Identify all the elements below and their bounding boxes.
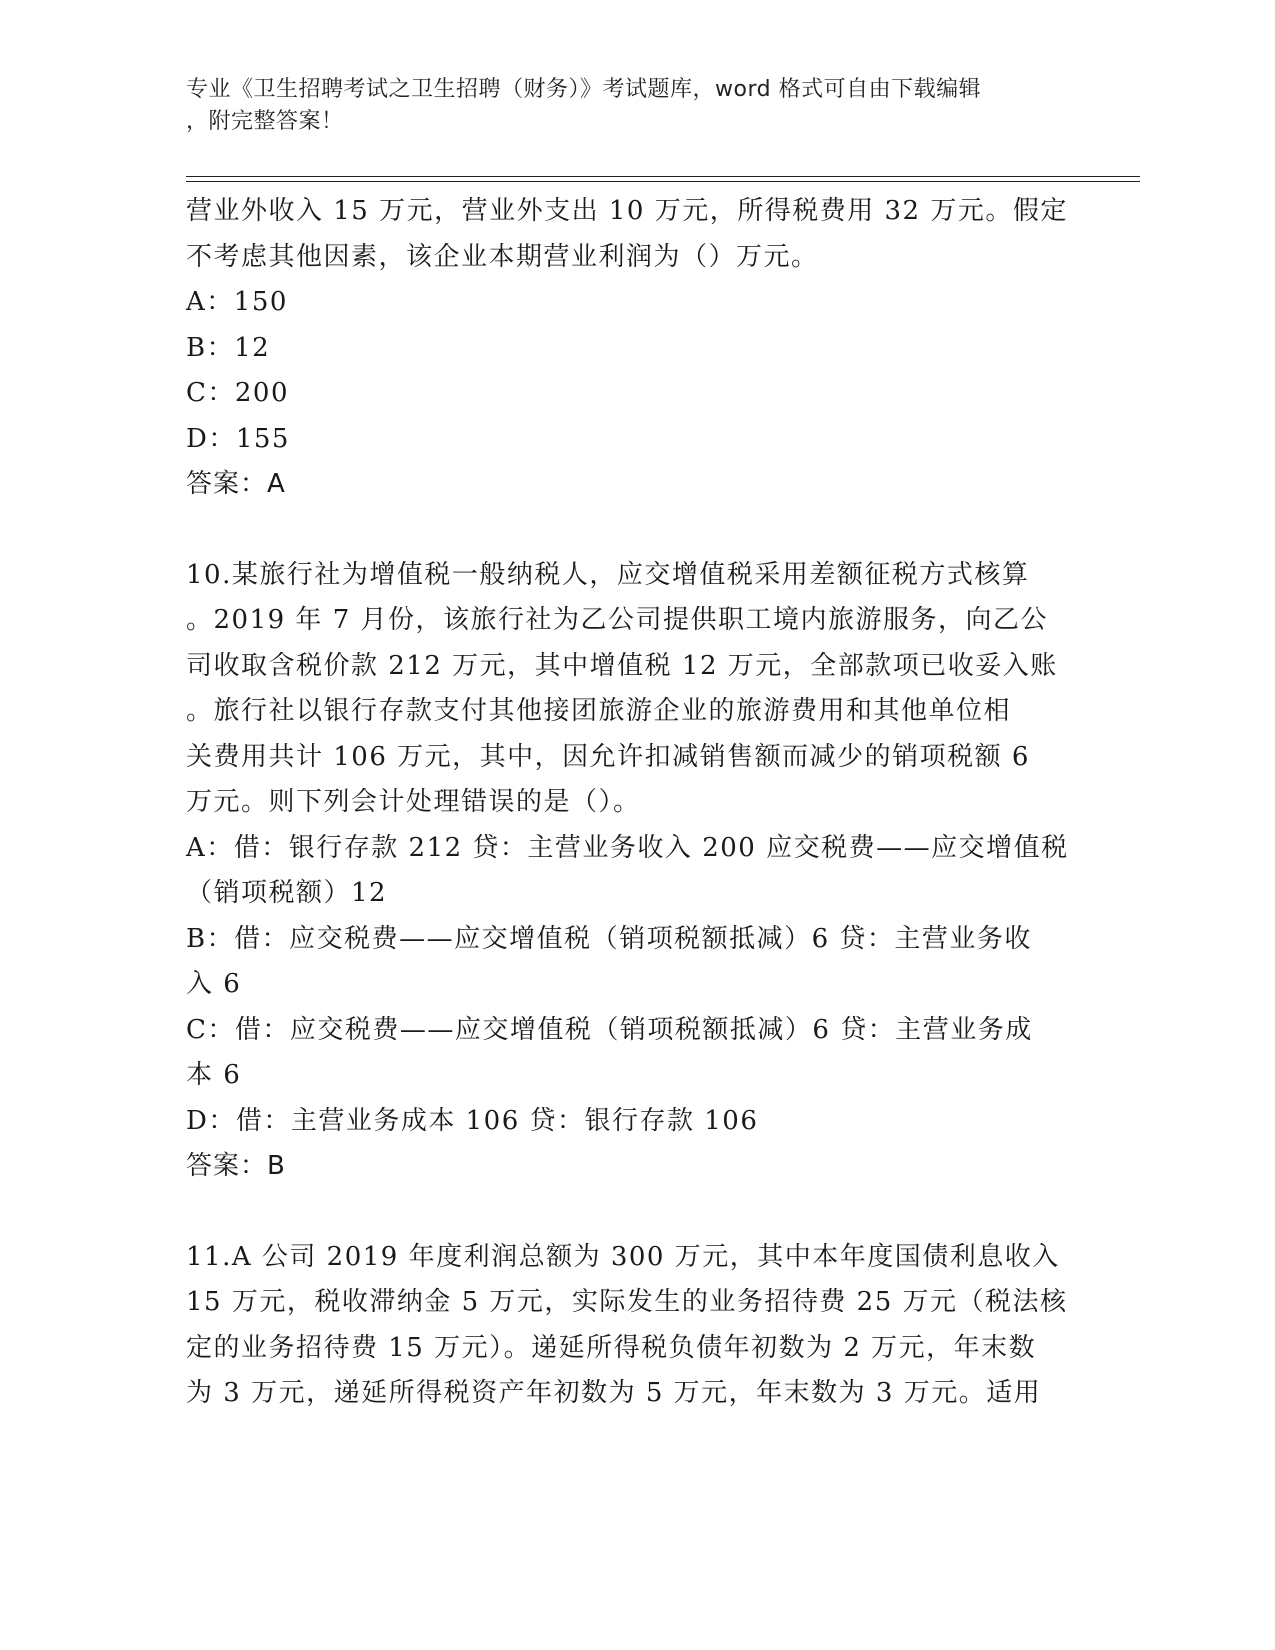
- option-a-continued: （销项税额）12: [186, 878, 388, 908]
- question-stem-line: 营业外收入 15 万元，营业外支出 10 万元，所得税费用 32 万元。假定: [186, 196, 1068, 226]
- header-divider-top: [186, 176, 1140, 177]
- question-stem-line: 不考虑其他因素，该企业本期营业利润为（）万元。: [186, 241, 819, 272]
- option-c: C：借：应交税费——应交增值税（销项税额抵减）6 贷：主营业务成: [186, 1014, 1033, 1045]
- question-11: [186, 1235, 1086, 1417]
- answer-line: 答案：A: [186, 469, 286, 499]
- question-stem-line: 10.某旅行社为增值税一般纳税人，应交增值税采用差额征税方式核算: [186, 559, 1030, 590]
- question-spacer: [186, 508, 1086, 553]
- question-10: [186, 553, 1086, 1190]
- question-stem-line: 。旅行社以银行存款支付其他接团旅游企业的旅游费用和其他单位相: [186, 696, 1012, 726]
- question-stem-line: 。2019 年 7 月份，该旅行社为乙公司提供职工境内旅游服务，向乙公: [186, 605, 1049, 635]
- question-stem-line: 15 万元，税收滞纳金 5 万元，实际发生的业务招待费 25 万元（税法核: [186, 1287, 1068, 1317]
- question-stem-line: 万元。则下列会计处理错误的是（）。: [186, 787, 641, 817]
- header-divider-bottom: [186, 181, 1140, 182]
- question-stem-line: 11.A 公司 2019 年度利润总额为 300 万元，其中本年度国债利息收入: [186, 1241, 1060, 1272]
- option-a: A：150: [186, 287, 288, 317]
- question-stem-line: 定的业务招待费 15 万元）。递延所得税负债年初数为 2 万元，年末数: [186, 1332, 1037, 1363]
- option-b: B：12: [186, 332, 271, 363]
- option-b: B：借：应交税费——应交增值税（销项税额抵减）6 贷：主营业务收: [186, 923, 1032, 954]
- option-a: A：借：银行存款 212 贷：主营业务收入 200 应交税费——应交增值税: [186, 832, 1069, 863]
- header-line-2: ，附完整答案！: [186, 109, 344, 134]
- question-stem-line: 为 3 万元，递延所得税资产年初数为 5 万元，年末数为 3 万元。适用: [186, 1378, 1042, 1408]
- option-c: C：200: [186, 378, 290, 408]
- question-9: [186, 189, 1086, 508]
- question-spacer: [186, 1190, 1086, 1235]
- option-c-continued: 本 6: [186, 1060, 242, 1090]
- document-body: [186, 189, 1086, 1417]
- question-stem-line: 关费用共计 106 万元，其中，因允许扣减销售额而减少的销项税额 6: [186, 741, 1030, 772]
- option-d: D：借：主营业务成本 106 贷：银行存款 106: [186, 1105, 759, 1136]
- option-d: D：155: [186, 423, 290, 454]
- option-b-continued: 入 6: [186, 969, 242, 999]
- answer-line: 答案：B: [186, 1151, 286, 1181]
- question-stem-line: 司收取含税价款 212 万元，其中增值税 12 万元，全部款项已收妥入账: [186, 650, 1058, 681]
- header-line-1: 专业《卫生招聘考试之卫生招聘（财务）》考试题库，word 格式可自由下载编辑: [186, 77, 982, 102]
- document-header: [186, 74, 1086, 138]
